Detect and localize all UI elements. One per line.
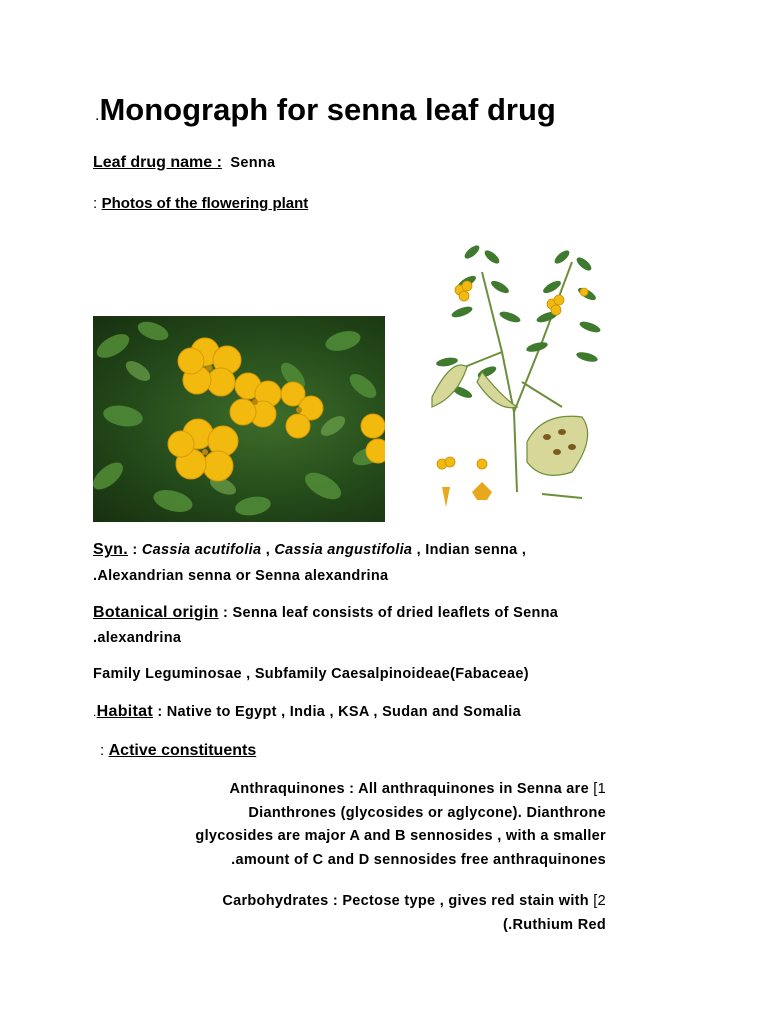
constituents-row	[100, 742, 256, 760]
carbohydrates-line-2: (.Ruthium Red	[503, 917, 606, 933]
anthraquinones-line-2: Dianthrones (glycosides or aglycone). Dianthrone	[248, 805, 606, 821]
carbohydrates-text-1: Carbohydrates : Pectose type , gives red stain with	[222, 893, 589, 909]
page-title	[95, 92, 556, 128]
photos-row	[93, 195, 308, 213]
botanical-row-2: .alexandrina	[93, 630, 182, 646]
photo-illustration	[93, 316, 385, 522]
senna-flowering-plant-photo	[93, 316, 385, 522]
syn-name-acutifolia: Cassia acutifolia	[141, 542, 262, 558]
syn-row-1	[93, 541, 526, 559]
syn-rest: , Indian senna ,	[416, 542, 527, 558]
syn-label: Syn.	[93, 541, 128, 558]
habitat-row	[93, 703, 521, 721]
habitat-text: : Native to Egypt , India , KSA , Sudan and Somalia	[157, 704, 521, 720]
photos-prefix: :	[93, 195, 98, 212]
family-row: Family Leguminosae , Subfamily Caesalpinoideae(Fabaceae)	[93, 666, 529, 682]
anthraquinones-line-3: glycosides are major A and B sennosides , with a smaller	[195, 828, 606, 844]
drug-name-label: Leaf drug name :	[93, 154, 222, 171]
constituents-label: Active constituents	[108, 742, 257, 759]
carbohydrates-line-1	[222, 893, 606, 909]
botanical-label: Botanical origin	[93, 604, 219, 621]
habitat-label: Habitat	[96, 703, 153, 720]
syn-separator: ,	[265, 542, 271, 558]
title-dot: .	[95, 107, 100, 124]
syn-name-angustifolia: Cassia angustifolia	[274, 542, 413, 558]
drug-name-row	[93, 154, 275, 172]
habitat-dot: .	[93, 705, 97, 719]
item-1-marker: [1	[593, 781, 606, 797]
syn-colon: :	[132, 542, 138, 558]
syn-row-2: .Alexandrian senna or Senna alexandrina	[93, 568, 389, 584]
drawing-illustration	[422, 232, 612, 512]
title-text: Monograph for senna leaf drug	[99, 92, 556, 127]
botanical-text: : Senna leaf consists of dried leaflets of Senna	[223, 605, 559, 621]
item-2-marker: [2	[593, 893, 606, 909]
botanical-row-1	[93, 604, 558, 622]
drug-name-value: Senna	[230, 155, 276, 171]
constituents-prefix: :	[100, 742, 105, 759]
anthraquinones-line-1	[229, 781, 606, 797]
anthraquinones-text-1: Anthraquinones : All anthraquinones in Senna are	[229, 781, 589, 797]
photos-label: Photos of the flowering plant	[101, 195, 309, 212]
anthraquinones-line-4: .amount of C and D sennosides free anthraquinones	[231, 852, 606, 868]
senna-botanical-illustration	[422, 232, 612, 512]
